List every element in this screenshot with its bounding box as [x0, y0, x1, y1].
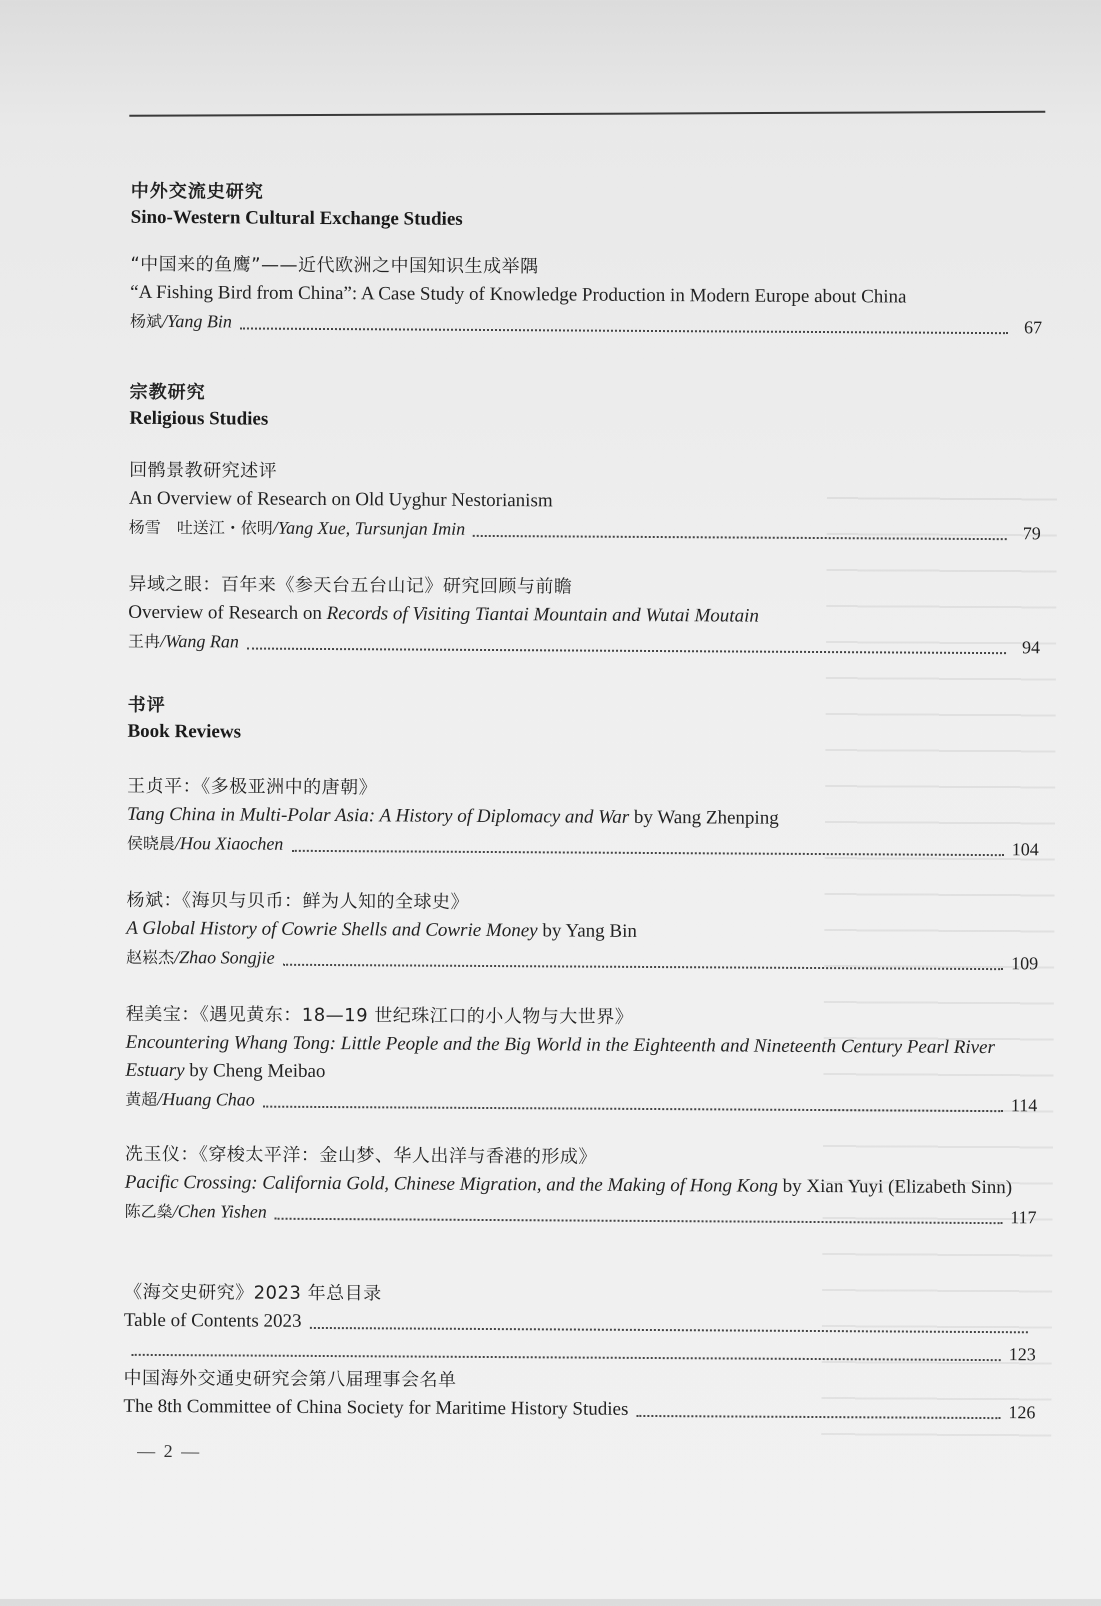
entry-title-cn: “中国来的鱼鹰”——近代欧洲之中国知识生成举隅: [130, 253, 539, 278]
entry-page-number: 67: [1023, 317, 1043, 338]
entry-title-en: “A Fishing Bird from China”: A Case Study of Knowledge Production in Modern Europe about China: [130, 281, 907, 308]
toc-entry: [130, 251, 1043, 342]
entry-page-number: 123: [1008, 1344, 1036, 1365]
entry-title-cn: 冼玉仪：《穿梭太平洋：金山梦、华人出洋与香港的形成》: [124, 1143, 598, 1168]
entry-title-cn: 杨斌：《海贝与贝币：鲜为人知的全球史》: [126, 889, 470, 913]
entry-author-line: [127, 829, 1039, 864]
leader-dots: [636, 1415, 1000, 1419]
entry-author-line: [128, 627, 1040, 662]
entry-author: 侯晓晨/Hou Xiaochen: [126, 833, 284, 854]
entry-title-en: Overview of Research on Records of Visiting Tiantai Mountain and Wutai Moutain: [128, 601, 759, 627]
toc-entry: [125, 1141, 1038, 1232]
entry-page-number: 126: [1008, 1402, 1036, 1423]
entry-title-en: A Global History of Cowrie Shells and Cowrie Money by Yang Bin: [126, 917, 637, 942]
toc-entry: [128, 571, 1041, 662]
toc-entry: [126, 887, 1039, 978]
leader-dots: [275, 1218, 1002, 1224]
entry-author-line: [126, 943, 1038, 978]
toc-entry: [123, 1365, 1035, 1427]
section-heading: [129, 378, 268, 431]
entry-author: 王冉/Wang Ran: [128, 630, 240, 652]
entry-title-cn: 程美宝：《遇见黄东：18—19 世纪珠江口的小人物与大世界》: [125, 1003, 634, 1028]
entry-page-number: 79: [1022, 523, 1041, 544]
leader-dots: [473, 535, 1007, 540]
toc-entry: [129, 457, 1042, 548]
entry-author: 赵崧杰/Zhao Songjie: [126, 947, 275, 968]
leader-dots: [291, 850, 1003, 856]
entry-author-line: [125, 1197, 1037, 1232]
entry-page-line: [124, 1335, 1036, 1369]
entry-page-number: 94: [1022, 637, 1041, 658]
leader-dots: [283, 964, 1003, 970]
leader-dots: [309, 1327, 1027, 1333]
section-title-en: Book Reviews: [127, 720, 242, 743]
entry-title-line: [124, 1307, 1036, 1341]
entry-author: 陈乙燊/Chen Yishen: [124, 1201, 267, 1222]
leader-dots: [240, 327, 1008, 334]
section-title-cn: 书评: [127, 694, 166, 717]
entry-title-en: An Overview of Research on Old Uyghur Nestorianism: [128, 487, 553, 512]
entry-page-number: 109: [1011, 953, 1039, 974]
entry-title-en: The 8th Committee of China Society for Maritime History Studies: [123, 1395, 629, 1420]
entry-title-en: Encountering Whang Tong: Little People and the Big World in the Eighteenth and Nineteenth Century Pearl River Estuary by Cheng Meibao: [125, 1031, 995, 1083]
leader-dots: [263, 1106, 1003, 1113]
entry-page-number: 114: [1010, 1095, 1038, 1116]
entry-title-cn: 中国海外交通史研究会第八届理事会名单: [123, 1367, 457, 1391]
entry-title-line: [123, 1393, 1035, 1427]
entry-author-line: [130, 307, 1042, 342]
section-heading: [127, 691, 241, 744]
entry-author: 杨斌/Yang Bin: [129, 310, 232, 332]
toc-entry: [125, 1001, 1038, 1120]
entry-title-cn: 异域之眼：百年来《参天台五台山记》研究回顾与前瞻: [128, 573, 573, 598]
entry-title-cn: 王贞平：《多极亚洲中的唐朝》: [127, 775, 378, 799]
leader-dots: [247, 648, 1006, 655]
section-title-cn: 宗教研究: [129, 381, 206, 404]
header-rule: [129, 111, 1045, 117]
section-title-en: Religious Studies: [129, 407, 269, 430]
entry-page-number: 104: [1011, 839, 1039, 860]
entry-author-line: [125, 1085, 1037, 1120]
page-folio: — 2 —: [137, 1440, 202, 1462]
toc-entry: [127, 773, 1040, 864]
leader-dots: [132, 1354, 1001, 1361]
entry-title-en: Table of Contents 2023: [123, 1309, 302, 1332]
entry-author: 杨雪 吐送江・依明/Yang Xue, Tursunjan Imin: [128, 517, 466, 539]
entry-author-line: [129, 513, 1041, 548]
entry-title-en: Pacific Crossing: California Gold, Chinese Migration, and the Making of Hong Kong by Xian Yuyi (Elizabeth Sinn): [124, 1171, 1013, 1199]
entry-title-cn: 回鹘景教研究述评: [129, 459, 278, 482]
section-title-en: Sino-Western Cultural Exchange Studies: [130, 206, 463, 230]
toc-entry: [124, 1279, 1036, 1369]
section-heading: [131, 177, 463, 231]
entry-title-en: Tang China in Multi-Polar Asia: A History of Diplomacy and War by Wang Zhenping: [126, 803, 779, 829]
entry-page-number: 117: [1010, 1207, 1037, 1228]
section-title-cn: 中外交流史研究: [130, 180, 264, 203]
entry-title-cn: 《海交史研究》2023 年总目录: [124, 1281, 382, 1305]
entry-author: 黄超/Huang Chao: [125, 1088, 255, 1110]
